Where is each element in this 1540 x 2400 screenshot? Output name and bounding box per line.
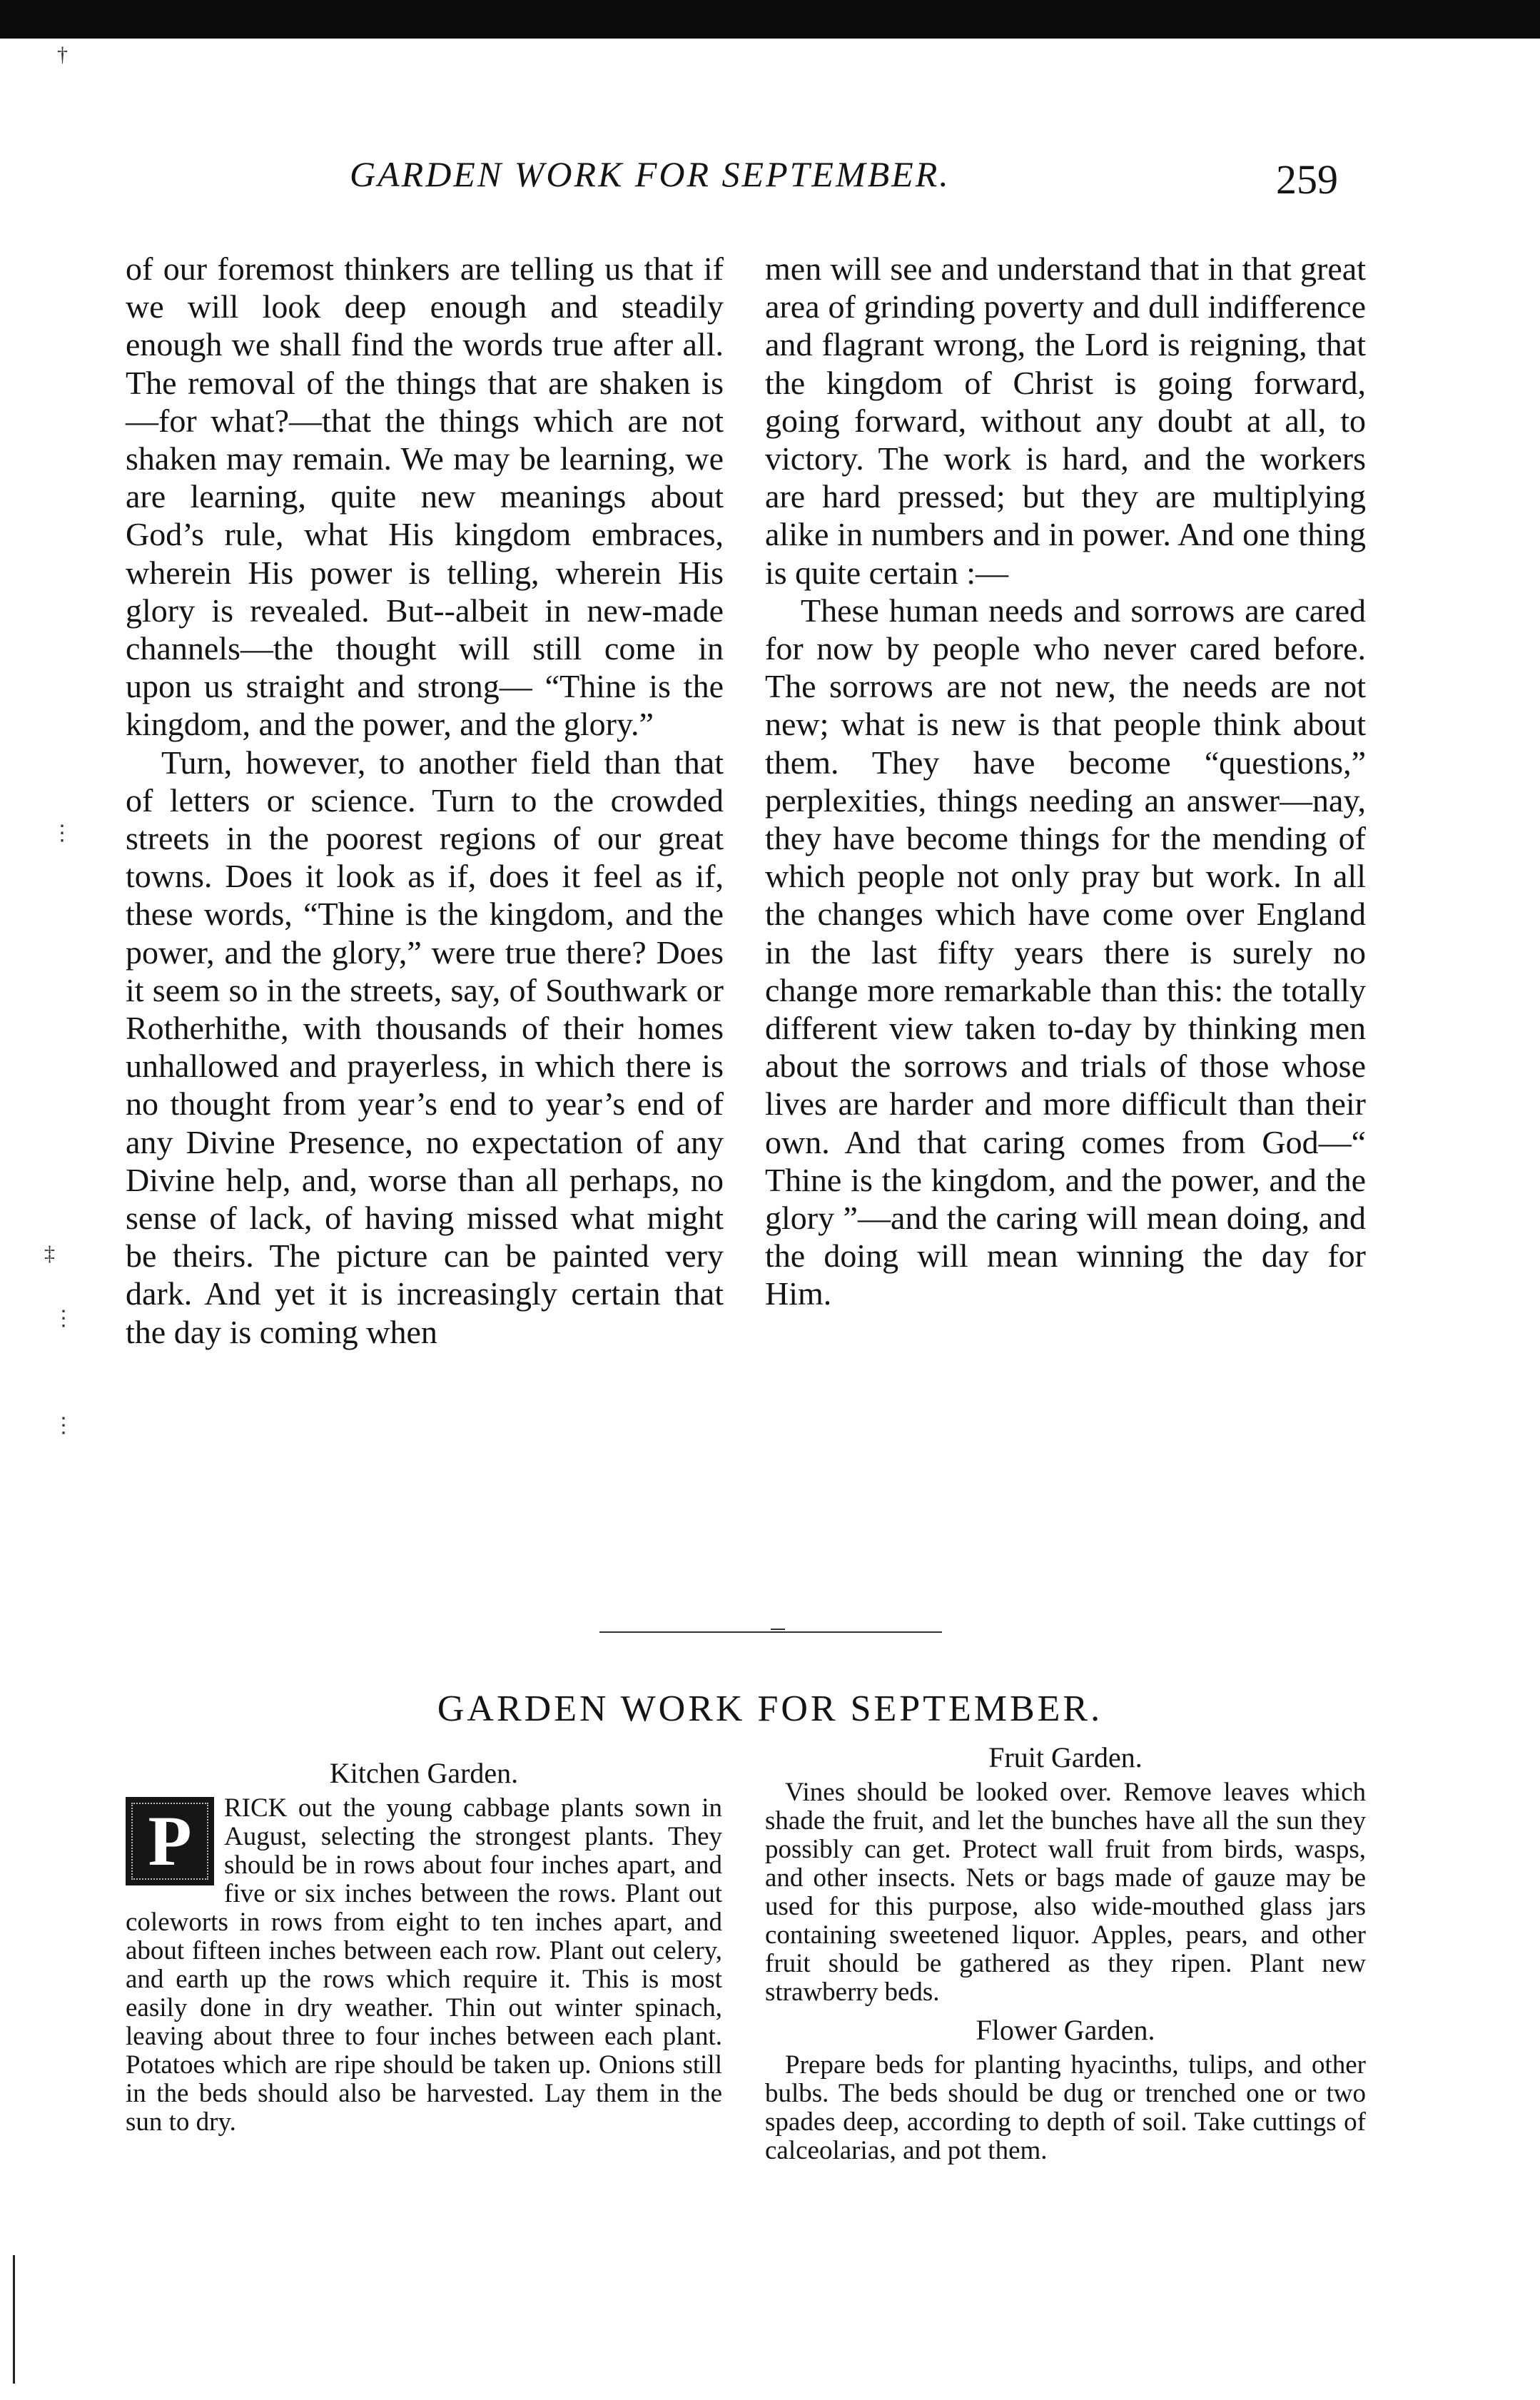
right-column: [765, 250, 1366, 1313]
margin-speck: ⋮: [53, 1307, 74, 1330]
paragraph: Turn, however, to another field than that of letters or science. Turn to the crowded streets in the poorest regions of our great towns. Does it look as if, does it feel as if, these words, “Thine is the kingdom, and the power, and the glory,” were true there? Does it seem so in the streets, say, of Southwark or Rotherhithe, with thousands of their homes unhallowed and prayerless, in which there is no thought from year’s end to year’s end of any Divine Presence, no expectation of any Divine help, and, worse than all perhaps, no sense of lack, of having missed what might be theirs. The picture can be painted very dark. And yet it is increasingly certain that the day is coming when: [126, 744, 724, 1350]
dropcap-p: P: [126, 1797, 214, 1885]
margin-speck: ‡: [44, 1242, 55, 1265]
article-title: GARDEN WORK FOR SEPTEMBER.: [437, 1688, 1103, 1729]
section-divider: [599, 1631, 942, 1637]
fruit-flower-section: [765, 1741, 1366, 2165]
kitchen-garden-heading: Kitchen Garden.: [329, 1757, 519, 1789]
paragraph: men will see and understand that in that great area of grinding poverty and dull indifference and flagrant wrong, the Lord is reigning, that the kingdom of Christ is going forward, going forward, without any doubt at all, to victory. The work is hard, and the workers are hard pressed; but they are multiplying alike in numbers and in power. And one thing is quite certain :—: [765, 250, 1366, 591]
paragraph: of our foremost thinkers are telling us that if we will look deep enough and steadily enough we shall find the words true after all. The removal of the things that are shaken is—for what?—that the things which are not shaken may remain. We may be learning, we are learning, quite new meanings about God’s rule, what His kingdom embraces, wherein His power is telling, wherein His glory is revealed. But--albeit in new-made channels—the thought will still come in upon us straight and strong— “Thine is the kingdom, and the power, and the glory.”: [126, 250, 724, 743]
kitchen-garden-text: [126, 1794, 722, 2137]
kitchen-garden-body: RICK out the young cabbage plants sown in August, selecting the strongest plants. They should be in rows about four inches apart, and five or six inches between the rows. Plant out coleworts in rows from eight to ten inches apart, and about fifteen inches between each row. Plant out celery, and earth up the rows which require it. This is most easily done in dry weather. Thin out winter spinach, leaving about three to four inches between each plant. Potatoes which are ripe should be taken up. Onions still in the beds should also be harvested. Lay them in the sun to dry.: [126, 1793, 722, 2137]
paragraph: These human needs and sorrows are cared for now by people who never cared before. The sorrows are not new, the needs are not new; what is new is that people think about them. They have become “questions,” perplexities, things needing an answer—nay, they have become things for the mending of which people not only pray but work. In all the changes which have come over England in the last fifty years there is surely no change more remarkable than this: the totally different view taken to-day by thinking men about the sorrows and trials of those whose lives are harder and more difficult than their own. And that caring comes from God—“ Thine is the kingdom, and the power, and the glory ”—and the caring will mean doing, and the doing will mean winning the day for Him.: [765, 592, 1366, 1312]
margin-speck: †: [57, 43, 68, 66]
kitchen-garden-section: [126, 1757, 722, 2137]
flower-garden-body: Prepare beds for planting hyacinths, tulips, and other bulbs. The beds should be dug or trenched one or two spades deep, according to depth of soil. Take cuttings of calceolarias, and pot them.: [765, 2050, 1366, 2165]
fruit-garden-heading: Fruit Garden.: [988, 1741, 1143, 1773]
left-column: [126, 250, 724, 1351]
running-head: GARDEN WORK FOR SEPTEMBER.: [350, 154, 951, 194]
top-rule-edge: [1199, 21, 1540, 39]
margin-speck: ⋮: [51, 821, 73, 845]
fruit-garden-body: Vines should be looked over. Remove leaves which shade the fruit, and let the bunches have all the sun they possibly can get. Protect wall fruit from birds, wasps, and other insects. Nets or bags made of gauze may be used for this purpose, also wide-mouthed glass jars containing sweetened liquor. Apples, pears, and other fruit should be gathered as they ripen. Plant new strawberry beds.: [765, 1778, 1366, 2007]
page-number: 259: [1276, 156, 1338, 203]
margin-rule: [13, 2255, 15, 2384]
flower-garden-heading: Flower Garden.: [976, 2014, 1155, 2046]
margin-speck: ⋮: [53, 1414, 74, 1437]
